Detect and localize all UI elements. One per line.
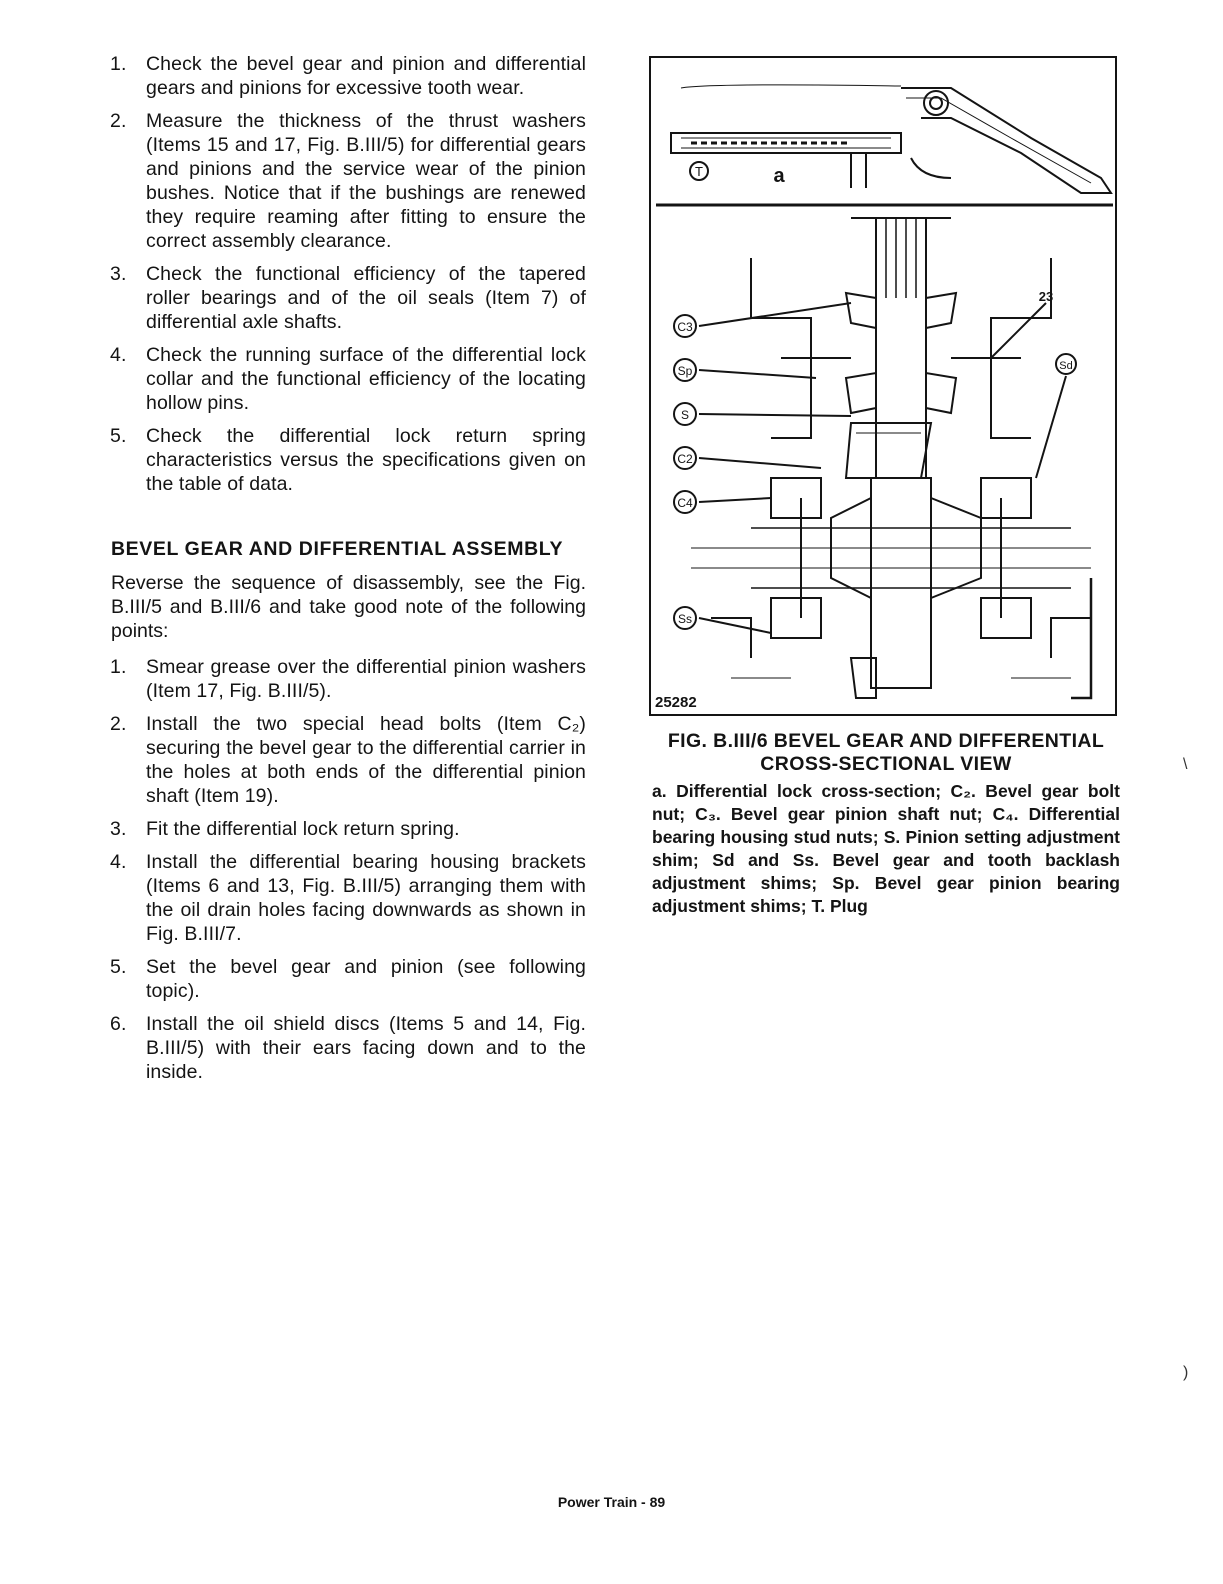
assembly-item-5 [108,955,586,1003]
item-number: 6. [110,1013,127,1035]
assembly-list [108,655,586,1084]
assembly-item-3 [108,817,586,841]
item-text: Install the differential bearing housing brackets (Items 6 and 13, Fig. B.III/5) arranging them with the oil drain holes facing downwards as shown in Fig. B.III/7. [146,851,586,945]
callout-c2: C2 [677,452,693,466]
callout-sp: Sp [677,364,693,378]
inspection-list [108,52,586,496]
callout-ss: Ss [677,612,693,626]
caption-text: a. Differential lock cross-section; C₂. Bevel gear bolt nut; C₃. Bevel gear pinion shaft nut; C₄. Differential bearing housing stud nuts; S. Pinion setting adjustment shim; Sd and Ss. Bevel gear and tooth backlash adjustment shims; Sp. Bevel gear pinion bearing adjustment shims; T. Plug [652,781,1120,916]
callout-c3: C3 [677,320,693,334]
item-number: 2. [110,713,127,735]
item-number: 5. [110,956,127,978]
figure-number: 25282 [655,694,697,711]
inspection-item-1 [108,52,586,100]
assembly-item-1 [108,655,586,703]
item-number: 1. [110,53,127,75]
caption-title-line1: FIG. B.III/6 BEVEL GEAR AND DIFFERENTIAL [667,730,1105,752]
item-number: 4. [110,344,127,366]
item-number: 3. [110,263,127,285]
callout-sd: Sd [1059,360,1073,372]
assembly-item-4 [108,850,586,946]
differential-drawing [651,58,1115,714]
item-number: 1. [110,656,127,678]
item-number: 2. [110,110,127,132]
section-intro: Reverse the sequence of disassembly, see the Fig. B.III/5 and B.III/6 and take good note of the following points: [111,572,586,642]
item-number: 5. [110,425,127,447]
scan-mark: ) [1183,1364,1189,1381]
cross-section-figure [649,56,1117,716]
main-cross-section [674,218,1091,698]
item-number: 3. [110,818,127,840]
callout-t: T [695,164,703,179]
callout-23: 23 [1038,289,1054,304]
inspection-item-3 [108,262,586,334]
item-text: Measure the thickness of the thrust washers (Items 15 and 17, Fig. B.III/5) for differential gears and pinions and the service wear of the pinion bushes. Notice that if the bushings are renewed they require reaming after fitting to ensure the correct assembly clearance. [146,110,586,252]
item-text: Smear grease over the differential pinion washers (Item 17, Fig. B.III/5). [146,656,586,702]
item-text: Set the bevel gear and pinion (see following topic). [146,956,586,1002]
inspection-item-2 [108,109,586,253]
detail-label: a [773,165,785,187]
section-heading: BEVEL GEAR AND DIFFERENTIAL ASSEMBLY [111,538,564,560]
left-column [108,52,586,1093]
inspection-item-4 [108,343,586,415]
caption-title-line2: CROSS-SECTIONAL VIEW [760,753,1012,775]
diff-lock-detail [671,85,1111,193]
callout-c4: C4 [677,496,693,510]
assembly-item-2 [108,712,586,808]
assembly-item-6 [108,1012,586,1084]
item-text: Install the oil shield discs (Items 5 and 14, Fig. B.III/5) with their ears facing down and to the inside. [146,1013,586,1083]
item-number: 4. [110,851,127,873]
item-text: Check the functional efficiency of the tapered roller bearings and of the oil seals (Item 7) of differential axle shafts. [146,263,586,333]
item-text: Check the bevel gear and pinion and differential gears and pinions for excessive tooth wear. [146,53,586,99]
callout-s: S [680,408,690,422]
page-footer: Power Train - 89 [557,1494,666,1510]
scan-mark: \ [1183,756,1188,773]
item-text: Check the differential lock return spring characteristics versus the specifications given on the table of data. [146,425,586,495]
figure-caption [652,730,1120,918]
item-text: Fit the differential lock return spring. [146,818,460,840]
inspection-item-5 [108,424,586,496]
item-text: Check the running surface of the differential lock collar and the functional efficiency of the locating hollow pins. [146,344,586,414]
item-text: Install the two special head bolts (Item C₂) securing the bevel gear to the differential carrier in the holes at both ends of the differential pinion shaft (Item 19). [146,713,586,807]
